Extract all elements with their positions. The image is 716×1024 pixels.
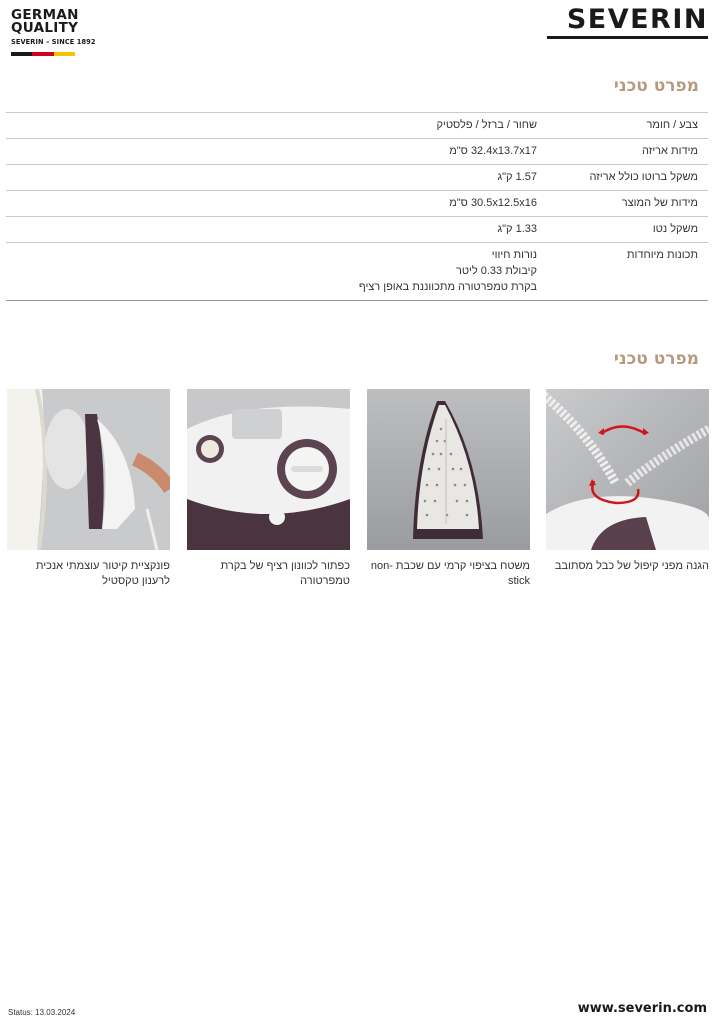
vertical-steam-image <box>7 389 170 550</box>
cord-swivel-image <box>546 389 709 550</box>
spec-value: 30.5x12.5x16 ס"מ <box>6 191 543 217</box>
table-row <box>6 191 708 217</box>
spec-table <box>6 112 708 301</box>
since-line: SEVERIN – SINCE 1892 <box>11 38 96 46</box>
spec-value: 1.57 ק"ג <box>6 165 543 191</box>
spec-label: משקל נטו <box>543 217 708 243</box>
logo-text: SEVERIN <box>566 4 708 35</box>
table-row <box>6 139 708 165</box>
flag-stripe-gold <box>54 52 75 56</box>
spec-label: מידות אריזה <box>543 139 708 165</box>
spec-label: מידות של המוצר <box>543 191 708 217</box>
spec-label: משקל ברוטו כולל אריזה <box>543 165 708 191</box>
spec-value: שחור / ברזל / פלסטיק <box>6 113 543 139</box>
quality-line-2: QUALITY <box>11 20 79 36</box>
severin-logo <box>547 4 708 39</box>
spec-value: 32.4x13.7x17 ס"מ <box>6 139 543 165</box>
logo-underline <box>547 36 708 39</box>
spec-section-title: מפרט טכני <box>613 76 699 96</box>
german-quality-badge <box>11 9 96 56</box>
feature-caption: פונקציית קיטור עוצמתי אנכית לרענון טקסטיל <box>35 560 170 587</box>
spec-value: נורות חיווי קיבולת 0.33 ליטר בקרת טמפרטורה מתכווננת באופן רציף <box>6 243 543 301</box>
spec-label: צבע / חומר <box>543 113 708 139</box>
temperature-dial-image <box>187 389 350 550</box>
flag-stripe-red <box>32 52 53 56</box>
table-row <box>6 165 708 191</box>
feature-caption: כפתור לכוונון רציף של בקרת טמפרטורה <box>220 560 350 587</box>
feature-caption: הגנה מפני קיפול של כבל מסתובב <box>554 560 709 572</box>
spec-value: 1.33 ק"ג <box>6 217 543 243</box>
table-row <box>6 217 708 243</box>
spec-label: תכונות מיוחדות <box>543 243 708 301</box>
features-section-title: מפרט טכני <box>613 349 699 369</box>
feature-caption: משטח בציפוי קרמי עם שכבת non-stick <box>370 560 530 587</box>
soleplate-image <box>367 389 530 550</box>
table-row <box>6 243 708 301</box>
website-link[interactable]: www.severin.com <box>577 1001 707 1016</box>
table-row <box>6 113 708 139</box>
status-date: Status: 13.03.2024 <box>8 1008 76 1017</box>
flag-stripe-black <box>11 52 32 56</box>
quality-line-1: GERMAN <box>11 7 79 23</box>
german-flag-icon <box>11 52 75 56</box>
